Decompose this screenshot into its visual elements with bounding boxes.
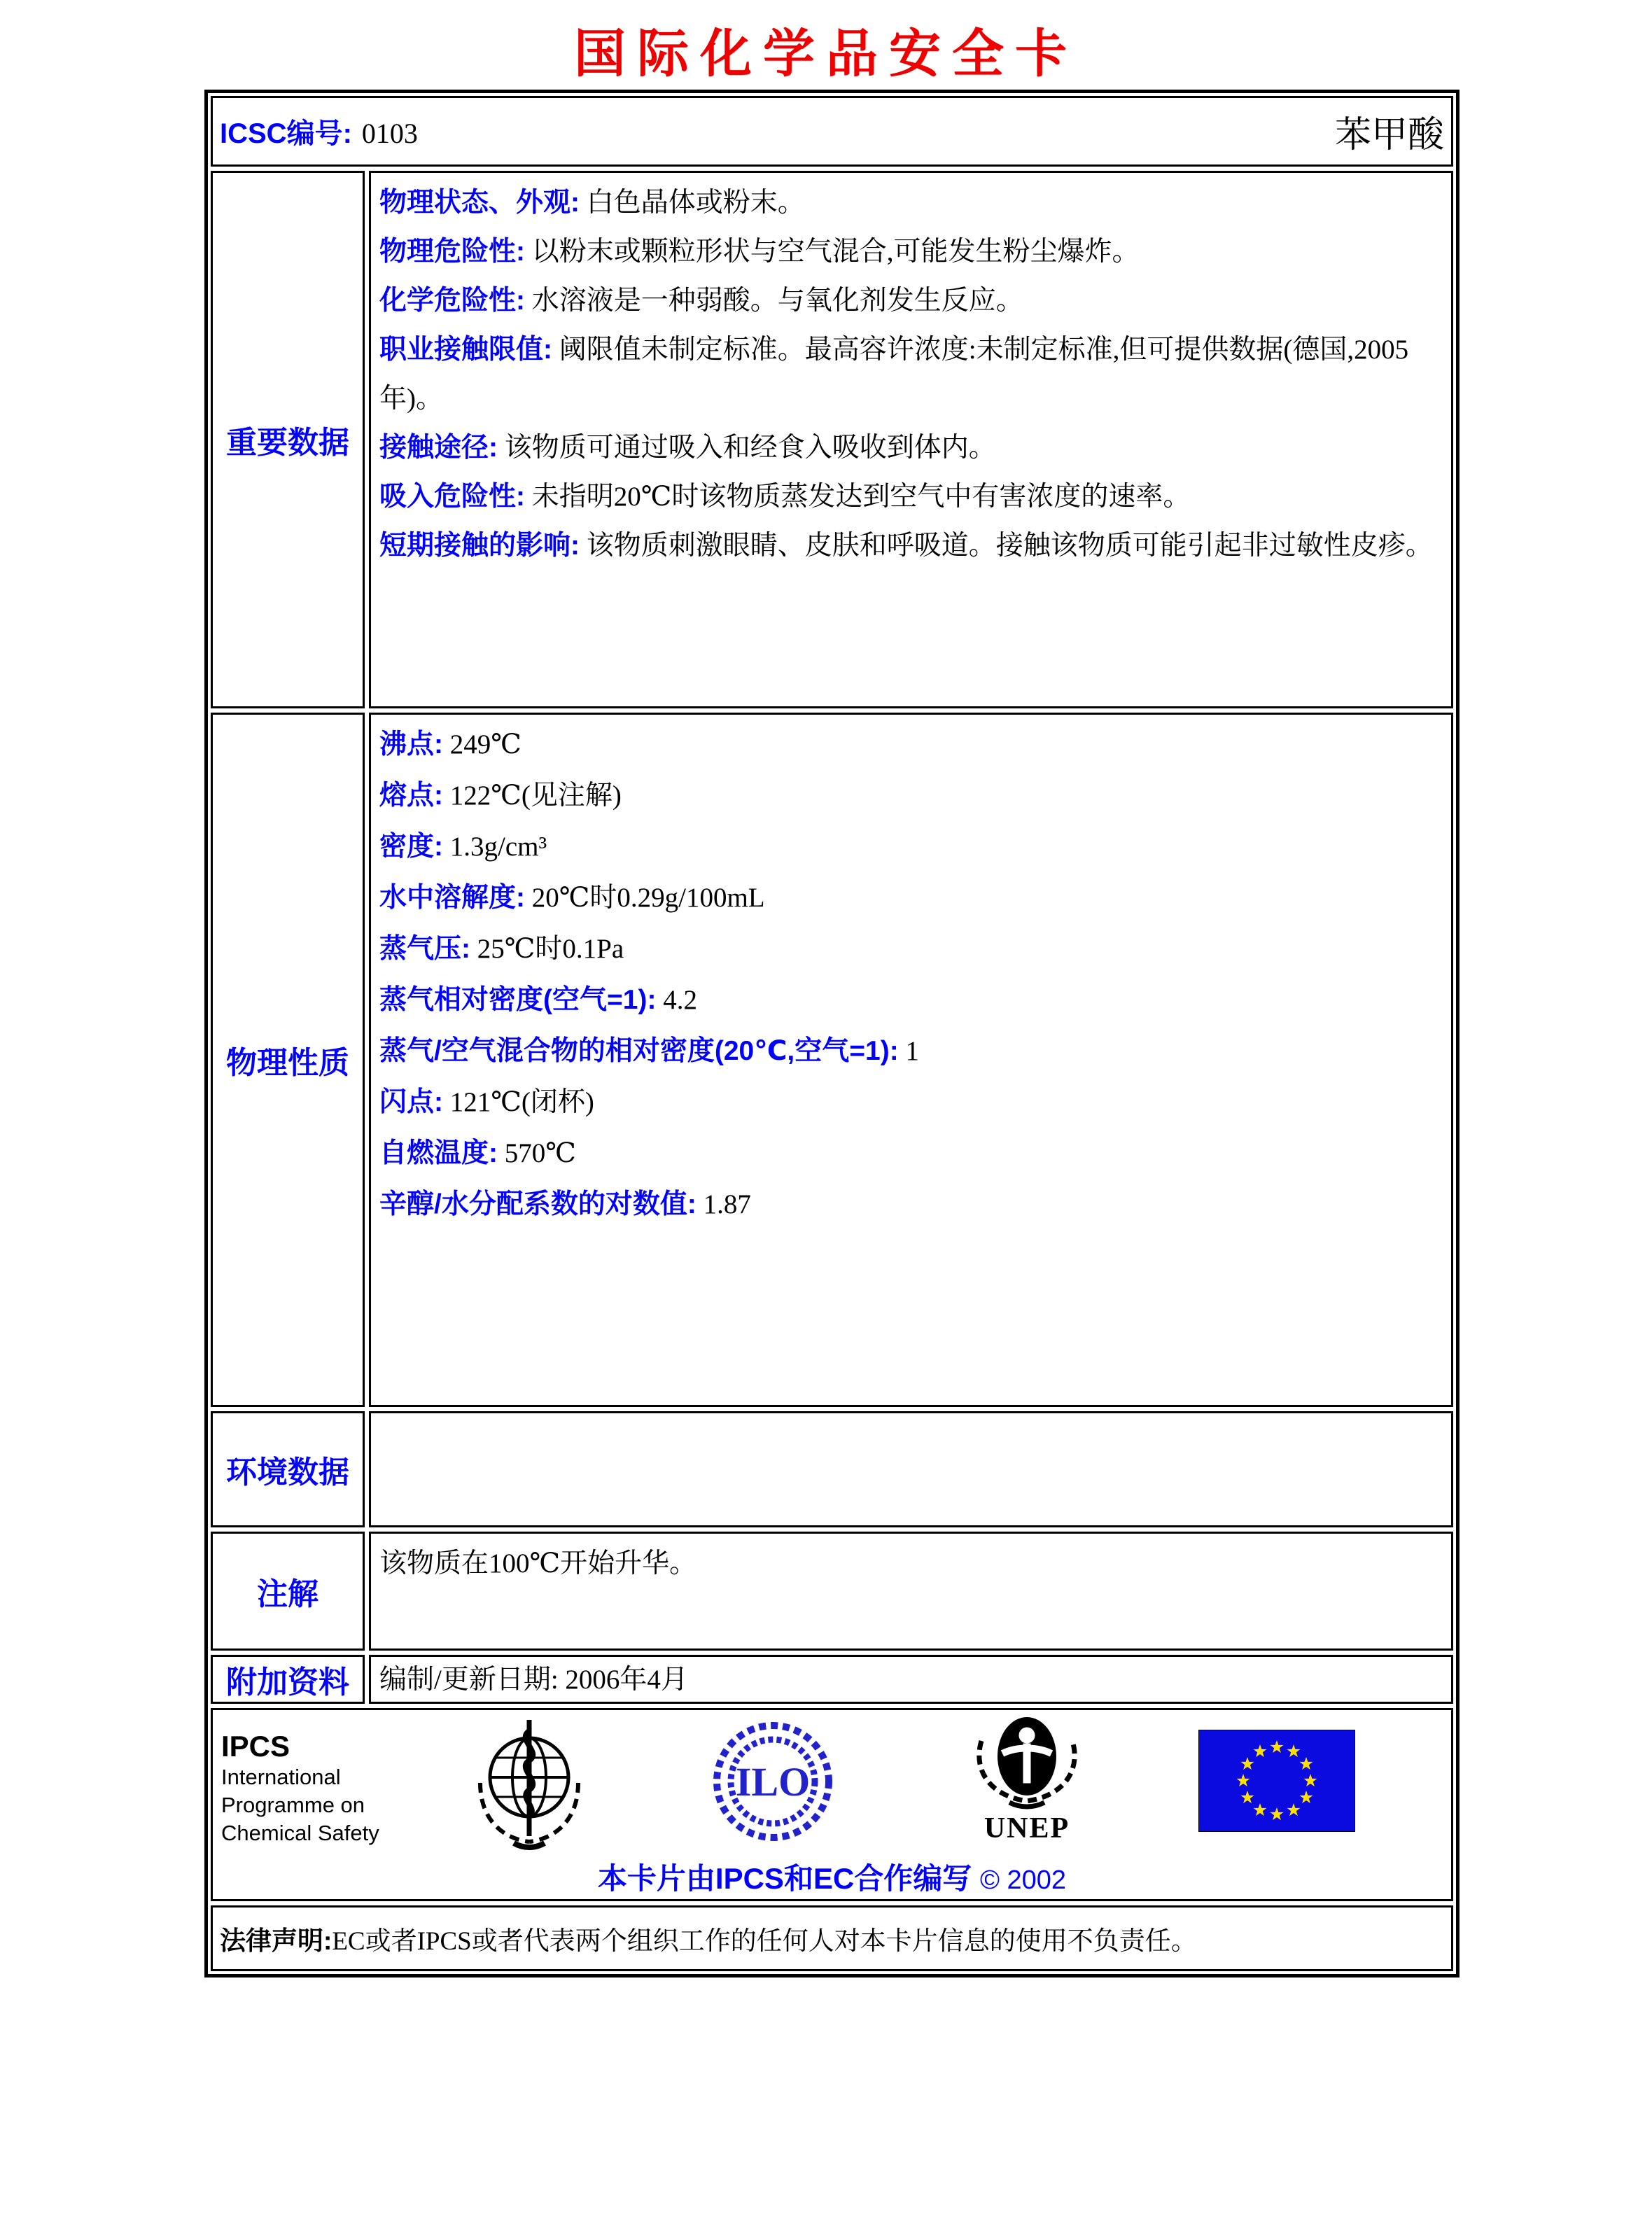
- important-item: [379, 326, 1443, 424]
- ipcs-line: International: [221, 1765, 341, 1789]
- ipcs-line: Programme on: [221, 1793, 365, 1817]
- chemical-name: 苯甲酸: [1334, 115, 1444, 155]
- field-label: 吸入危险性:: [379, 482, 525, 512]
- field-label: 辛醇/水分配系数的对数值:: [379, 1189, 696, 1219]
- unep-logo-icon: [960, 1713, 1093, 1842]
- eu-flag-icon: [1198, 1730, 1355, 1835]
- update-date-value: 2006年4月: [565, 1665, 688, 1695]
- notes-text: 该物质在100℃开始升华。: [379, 1548, 697, 1578]
- field-value: 122℃(见注解): [449, 780, 622, 811]
- notes-content: [369, 1532, 1453, 1651]
- important-item: [379, 424, 1443, 472]
- field-value: 570℃: [504, 1138, 576, 1168]
- field-value: 20℃时0.29g/100mL: [531, 883, 765, 913]
- field-label: 水中溶解度:: [379, 883, 525, 913]
- physical-item: [379, 976, 1443, 1025]
- field-label: 蒸气相对密度(空气=1):: [379, 985, 657, 1015]
- legal-label: 法律声明:: [220, 1926, 332, 1955]
- ipcs-text-block: [221, 1730, 379, 1847]
- additional-information-content: [369, 1655, 1453, 1704]
- field-value: 1: [905, 1036, 919, 1066]
- field-label: 闪点:: [379, 1087, 443, 1117]
- footer-row: [211, 1708, 1453, 1901]
- important-item: [379, 227, 1443, 276]
- physical-item: [379, 720, 1443, 769]
- field-label: 蒸气压:: [379, 934, 470, 964]
- field-value: 白色晶体或粉末。: [586, 188, 805, 218]
- update-date-label: 编制/更新日期:: [379, 1665, 559, 1695]
- copyright-text: © 2002: [979, 1865, 1067, 1895]
- icsc-table: [204, 90, 1460, 1977]
- header-row: [211, 96, 1453, 167]
- field-label: 职业接触限值:: [379, 335, 552, 365]
- field-value: 121℃(闭杯): [449, 1087, 594, 1117]
- important-item: [379, 472, 1443, 522]
- physical-item: [379, 1078, 1443, 1127]
- section-label-environmental-data: 环境数据: [211, 1411, 365, 1527]
- physical-properties-content: [369, 713, 1453, 1407]
- field-value: 1.87: [703, 1189, 751, 1219]
- important-item: [379, 178, 1443, 227]
- section-label-additional-information: 附加资料: [211, 1655, 365, 1704]
- field-label: 蒸气/空气混合物的相对密度(20℃,空气=1):: [379, 1036, 899, 1066]
- important-item: [379, 276, 1443, 326]
- field-label: 密度:: [379, 832, 443, 862]
- field-value: 该物质可通过吸入和经食入吸收到体内。: [504, 433, 996, 463]
- section-label-physical-properties: 物理性质: [211, 713, 365, 1407]
- icsc-number-value: 0103: [361, 118, 418, 149]
- field-label: 熔点:: [379, 780, 443, 811]
- icsc-number-label: ICSC编号:: [220, 118, 352, 149]
- physical-item: [379, 874, 1443, 923]
- ipcs-line: Chemical Safety: [221, 1821, 379, 1845]
- section-label-notes: 注解: [211, 1532, 365, 1651]
- field-label: 接触途径:: [379, 433, 498, 463]
- physical-item: [379, 1027, 1443, 1076]
- physical-item: [379, 1180, 1443, 1229]
- important-data-content: [369, 171, 1453, 708]
- important-item: [379, 522, 1443, 570]
- section-label-important-data: 重要数据: [211, 171, 365, 708]
- credit-text: 本卡片由IPCS和EC合作编写: [597, 1862, 972, 1895]
- ipcs-acronym: IPCS: [221, 1730, 290, 1763]
- legal-row: [211, 1905, 1453, 1971]
- ilo-letters: ILO: [735, 1759, 811, 1805]
- icsc-number-group: [220, 111, 418, 151]
- field-value: 水溶液是一种弱酸。与氧化剂发生反应。: [531, 286, 1023, 316]
- unep-letters: UNEP: [983, 1812, 1070, 1844]
- field-value: 以粉末或颗粒形状与空气混合,可能发生粉尘爆炸。: [531, 237, 1140, 267]
- who-logo-icon: [459, 1716, 599, 1856]
- physical-item: [379, 771, 1443, 820]
- field-value: 1.3g/cm³: [449, 832, 547, 862]
- credit-line: [213, 1856, 1451, 1898]
- field-value: 249℃: [449, 729, 522, 760]
- ilo-logo-icon: [706, 1720, 839, 1849]
- field-label: 自燃温度:: [379, 1138, 498, 1168]
- field-label: 物理危险性:: [379, 237, 525, 267]
- field-label: 化学危险性:: [379, 286, 525, 316]
- physical-item: [379, 822, 1443, 872]
- field-value: 该物质刺激眼睛、皮肤和呼吸道。接触该物质可能引起非过敏性皮疹。: [586, 531, 1433, 561]
- field-value: 阈限值未制定标准。最高容许浓度:未制定标准,但可提供数据(德国,2005年)。: [379, 335, 1409, 414]
- field-value: 未指明20℃时该物质蒸发达到空气中有害浓度的速率。: [531, 482, 1191, 512]
- field-value: 25℃时0.1Pa: [477, 934, 624, 964]
- field-label: 物理状态、外观:: [379, 188, 580, 218]
- field-label: 短期接触的影响:: [379, 531, 580, 561]
- legal-text: EC或者IPCS或者代表两个组织工作的任何人对本卡片信息的使用不负责任。: [332, 1927, 1197, 1956]
- page-title: 国际化学品安全卡: [574, 24, 1078, 84]
- environmental-data-content: [369, 1411, 1453, 1527]
- physical-item: [379, 925, 1443, 974]
- field-value: 4.2: [663, 985, 697, 1015]
- physical-item: [379, 1129, 1443, 1178]
- field-label: 沸点:: [379, 729, 443, 760]
